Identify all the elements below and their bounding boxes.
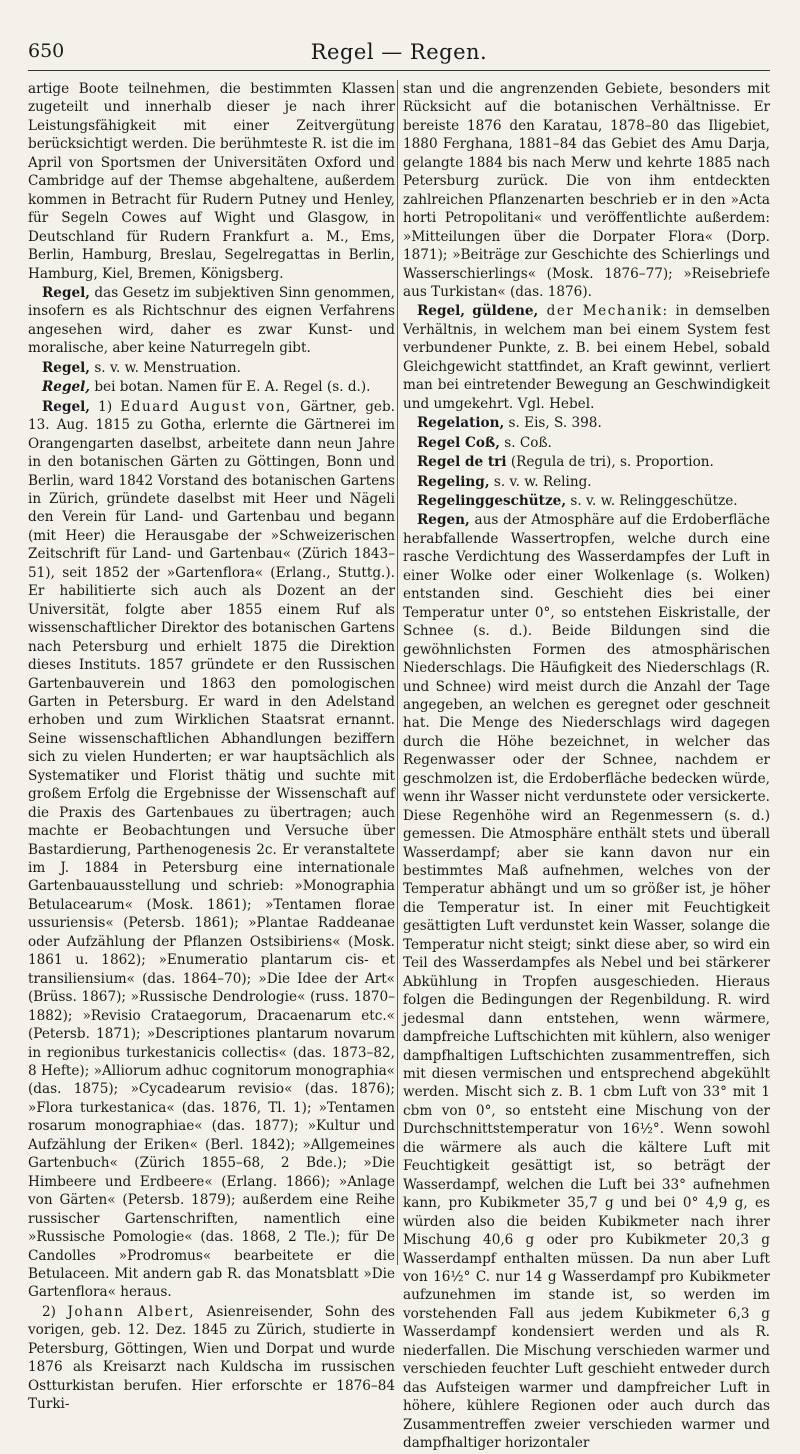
entry-regel-guldene: Regel, güldene, der Mechanik: in demselben Verhältnis, in welchem man bei einem System fest verbundener Punkte, z. B. bei einem Hebel, sobald Gleichgewicht stattfindet, an Kraft gewinnt, verliert man bei eintretender Bewegung an Geschwindigkeit und umgekehrt. Vgl. Hebel. [403,303,770,412]
lemma: Regelinggeschütze, [417,492,567,509]
right-column [403,80,770,1454]
entry-regatta-continuation: artige Boote teilnehmen, die bestimmten Klassen zugeteilt und innerhalb dieser je nach ihrer Leistungsfähigkeit mit einer Zeitvergütung berücksichtigt werden. Die berühmteste R. ist die im April von Sportsmen der Universitäten Oxford und Cambridge auf der Themse abgehaltene, außerdem kommen in Betracht für Rudern Putney und Henley, für Segeln Cowes auf Wight und Glasgow, in Deutschland für Rudern Frankfurt a. M., Ems, Berlin, Hamburg, Breslau, Segelregattas in Berlin, Hamburg, Kiel, Bremen, Königsberg. [28,81,395,282]
lemma: Regel, güldene, [417,303,539,320]
entry-regeling: Regeling, s. v. w. Reling. [417,473,592,490]
left-column [28,80,395,1415]
entry-regel-coss: Regel Coß, s. Coß. [417,434,552,451]
running-head: Regel — Regen. [310,40,488,64]
lemma: Regelation, [417,415,505,432]
lemma: Regen, [417,512,470,529]
person-name: Eduard August von, [120,398,292,415]
lemma: Regel de tri [417,454,507,471]
lemma: Regel, [42,284,90,301]
entry-regel-botany: Regel, bei botan. Namen für E. A. Regel (s. d.). [42,379,371,396]
lemma: Regel Coß, [417,434,500,451]
entry-regelinggeschuetze: Regelinggeschütze, s. v. w. Relinggeschütze. [417,492,738,509]
lemma: Regel, [42,398,90,415]
column-divider [397,80,398,1265]
page-number: 650 [28,40,65,62]
entry-regel-eduard: Regel, 1) Eduard August von, Gärtner, geb. 13. Aug. 1815 zu Gotha, erlernte die Gärtnerei im Orangengarten daselbst, arbeitete dann neun Jahre in den botanischen Gärten zu Göttingen, Bonn und Berlin, ward 1842 Vorstand des botanischen Gartens in Zürich, gründete daselbst mit Heer und Nägeli den Verein für Land- und Gartenbau und begann (mit Heer) die Herausgabe der »Schweizerischen Zeitschrift für Land- und Gartenbau« (Zürich 1843–51), seit 1852 der »Gartenflora« (Erlang., Stuttg.). Er habilitierte sich auch als Dozent an der Universität, folgte aber 1855 einem Ruf als wissenschaftlicher Direktor des botanischen Gartens nach Petersburg und erhielt 1875 die Direktion dieses Instituts. 1857 gründete er den Russischen Gartenbauverein und 1863 den pomologischen Garten in Petersburg. Er ward in den Adelstand erhoben und zum Wirklichen Staatsrat ernannt. Seine wissenschaftlichen Abhandlungen beziffern sich zu vielen Hunderten; er war hauptsächlich als Systematiker und Florist thätig und suchte mit großem Erfolg die Ergebnisse der Wissenschaft auf die Praxis des Gartenbaues zu übertragen; auch machte er Beobachtungen und Versuche über Bastardierung, Parthenogenesis 2c. Er veranstaltete im J. 1884 in Petersburg eine internationale Gartenbauausstellung und schrieb: »Monographia Betulacearum« (Mosk. 1861); »Tentamen florae ussuriensis« (Petersb. 1861); »Plantae Raddeanae oder Aufzählung der Pflanzen Ostsibiriens« (Mosk. 1861 u. 1862); »Enumeratio plantarum cis- et transiliensium« (das. 1864–70); »Die Idee der Art« (Brüss. 1867); »Russische Dendrologie« (russ. 1870–1882); »Revisio Crataegorum, Dracaenarum etc.« (Petersb. 1871); »Descriptiones plantarum novarum in regionibus turkestanicis collectis« (das. 1873–82, 8 Hefte); »Alliorum adhuc cognitorum monographia« (das. 1875); »Cycadearum revisio« (das. 1876); »Flora turkestanica« (das. 1876, Tl. 1); »Tentamen rosarum monographiae« (das. 1877); »Kultur und Aufzählung der Eriken« (Berl. 1842); »Allgemeines Gartenbuch« (Zürich 1855–68, 2 Bde.); »Die Himbeere und Erdbeere« (Erlang. 1866); »Anlage von Gärten« (Petersb. 1879); außerdem eine Reihe russischer Gartenschriften, namentlich eine »Russische Pomologie« (das. 1868, 2 Tle.); für De Candolles »Prodromus« bearbeitete er die Betulaceen. Mit andern gab R. das Monatsblatt »Die Gartenflora« heraus. [28,398,395,1301]
entry-regel-law: Regel, das Gesetz im subjektiven Sinn genommen, insofern es als Richtschnur des eignen Verfahrens angesehen wird, daher es zwar Kunst- und moralische, aber keine Naturregeln gibt. [28,284,395,357]
page-header [28,40,770,71]
entry-regen: Regen, aus der Atmosphäre auf die Erdoberfläche herabfallende Wassertropfen, welche durch eine rasche Verdichtung des Wasserdampfes der Luft in einer Wolke oder einer Wolkenlage (s. Wolken) entstanden sind. Geschieht dies bei einer Temperatur unter 0°, so entstehen Eiskristalle, der Schnee (s. d.). Beide Bildungen sind die gewöhnlichsten Formen des atmosphärischen Niederschlags. Die Häufigkeit des Niederschlags (R. und Schnee) wird meist durch die Anzahl der Tage angegeben, an welchen es geregnet oder geschneit hat. Die Menge des Niederschlags wird dagegen durch die Höhe bezeichnet, in welcher das Regenwasser oder der Schnee, nachdem er geschmolzen ist, die Erdoberfläche bedecken würde, wenn ihr Wasser nicht verdunstete oder versickerte. Diese Regenhöhe wird an Regenmessern (s. d.) gemessen. Die Atmosphäre enthält stets und überall Wasserdampf; aber sie kann davon nur ein bestimmtes Maß aufnehmen, welches von der Temperatur abhängt und um so größer ist, je höher die Temperatur ist. In einer mit Feuchtigkeit gesättigten Luft verdunstet kein Wasser, solange die Temperatur nicht steigt; sinkt diese aber, so wird ein Teil des Wasserdampfes als Nebel und bei stärkerer Abkühlung in Tropfen ausgeschieden. Hieraus folgen die Bedingungen der Regenbildung. R. wird jedesmal dann entstehen, wenn wärmere, dampfreiche Luftschichten mit kühlern, also weniger dampfhaltigen Luftschichten zusammentreffen, sich mit diesen vermischen und entsprechend abgekühlt werden. Mischt sich z. B. 1 cbm Luft von 33° mit 1 cbm von 0°, so entsteht eine Mischung von der Durchschnittstemperatur von 16½°. Wenn sowohl die wärmere als auch die kältere Luft mit Feuchtigkeit gesättigt ist, so beträgt der Wasserdampf, welchen die Luft bei 33° aufnehmen kann, pro Kubikmeter 35,7 g und bei 0° 4,9 g, es würden also die beiden Kubikmeter nach ihrer Mischung 40,6 g oder pro Kubikmeter 20,3 g Wasserdampf enthalten müssen. Da nun aber Luft von 16½° C. nur 14 g Wasserdampf pro Kubikmeter aufzunehmen im stande ist, so werden im vorstehenden Fall aus jedem Kubikmeter 6,3 g Wasserdampf kondensiert werden und als R. niederfallen. Die Mischung verschieden warmer und verschieden feuchter Luft geschieht entweder durch das Aufsteigen warmer und dampfreicher Luft in höhere, kühlere Regionen oder auch durch das Zusammentreffen zweier verschieden warmer und dampfhaltiger horizontaler [403,512,770,1452]
lemma: Regel, [42,379,90,396]
entry-regel-menstruation: Regel, s. v. w. Menstruation. [42,359,241,376]
lemma: Regeling, [417,473,490,490]
lemma: Regel, [42,359,90,376]
entry-regel-de-tri: Regel de tri (Regula de tri), s. Proportion. [417,454,714,471]
entry-johann-continuation: stan und die angrenzenden Gebiete, besonders mit Rücksicht auf die botanischen Verhältnisse. Er bereiste 1876 den Karatau, 1878–80 das Iligebiet, 1880 Ferghana, 1881–84 das Gebiet des Amu Darja, gelangte 1884 bis nach Merw und kehrte 1885 nach Petersburg zurück. Die von ihm entdeckten zahlreichen Pflanzenarten beschrieb er in den »Acta horti Petropolitani« und veröffentlichte außerdem: »Mitteilungen über die Dorpater Flora« (Dorp. 1871); »Beiträge zur Geschichte des Schierlings und Wasserschierlings« (Mosk. 1876–77); »Reisebriefe aus Turkistan« (das. 1876). [403,81,770,300]
person-name: Johann Albert, [67,1303,196,1320]
entry-regel-johann: 2) Johann Albert, Asienreisender, Sohn des vorigen, geb. 12. Dez. 1845 zu Zürich, studierte in Petersburg, Göttingen, Wien und Dorpat und wurde 1876 als Kreisarzt nach Kuldscha im russischen Ostturkistan berufen. Hier erforschte er 1876–84 Turki- [28,1303,395,1413]
entry-regelation: Regelation, s. Eis, S. 398. [417,415,602,432]
